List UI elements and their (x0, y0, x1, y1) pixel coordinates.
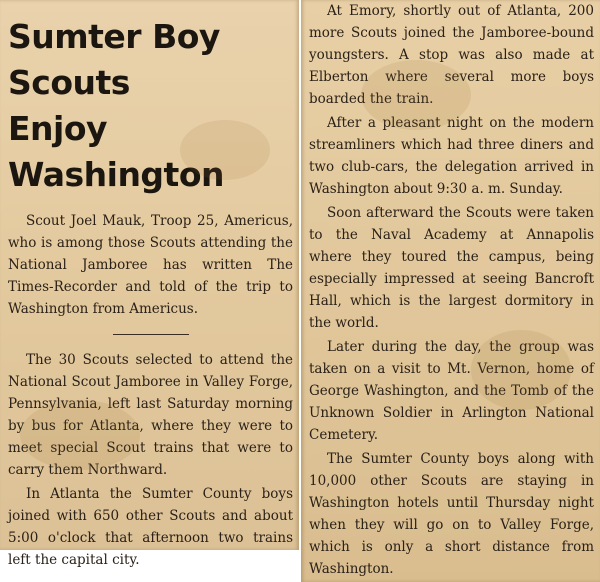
article-paragraph: At Emory, shortly out of Atlanta, 200 more Scouts joined the Jamboree-bound youngsters. A stop was also made at Elberton where several more boys boarded the train. (309, 3, 594, 107)
article-paragraph: The 30 Scouts selected to attend the National Scout Jamboree in Valley Forge, Pennsylvania, left last Saturday morning by bus for Atlanta, where they were to meet special Scout trains that were to carry them Northward. (8, 352, 293, 478)
article-paragraph: After a pleasant night on the modern streamliners which had three diners and two club-cars, the delegation arrived in Washington about 9:30 a. m. Sunday. (309, 115, 594, 197)
section-divider-rule (113, 334, 189, 335)
article-paragraph: Soon afterward the Scouts were taken to the Naval Academy at Annapolis where they toured the campus, being especially impressed at seeing Bancroft Hall, which is the largest dormitory in the world. (309, 205, 594, 331)
headline-line-1: Sumter Boy Scouts (8, 17, 220, 102)
headline-line-2: Enjoy Washington (8, 109, 224, 194)
article-intro: Scout Joel Mauk, Troop 25, Americus, who is among those Scouts attending the National Jamboree has written The Times-Recorder and told of the trip to Washington from Americus. (8, 213, 293, 317)
article-continuation (309, 0, 594, 580)
article-paragraph: Later during the day, the group was taken on a visit to Mt. Vernon, home of George Washington, and the Tomb of the Unknown Soldier in Arlington National Cemetery. (309, 339, 594, 443)
clipping-left-column (0, 0, 299, 568)
clipping-right-column (301, 0, 600, 582)
article-paragraph: The Sumter County boys along with 10,000 other Scouts are staying in Washington hotels until Thursday night when they will go on to Valley Forge, which is only a short distance from Washington. (309, 451, 594, 577)
article-paragraph: In Atlanta the Sumter County boys joined with 650 other Scouts and about 5:00 o'clock that afternoon two trains left the capital city. (8, 486, 293, 568)
article-headline (8, 14, 293, 198)
